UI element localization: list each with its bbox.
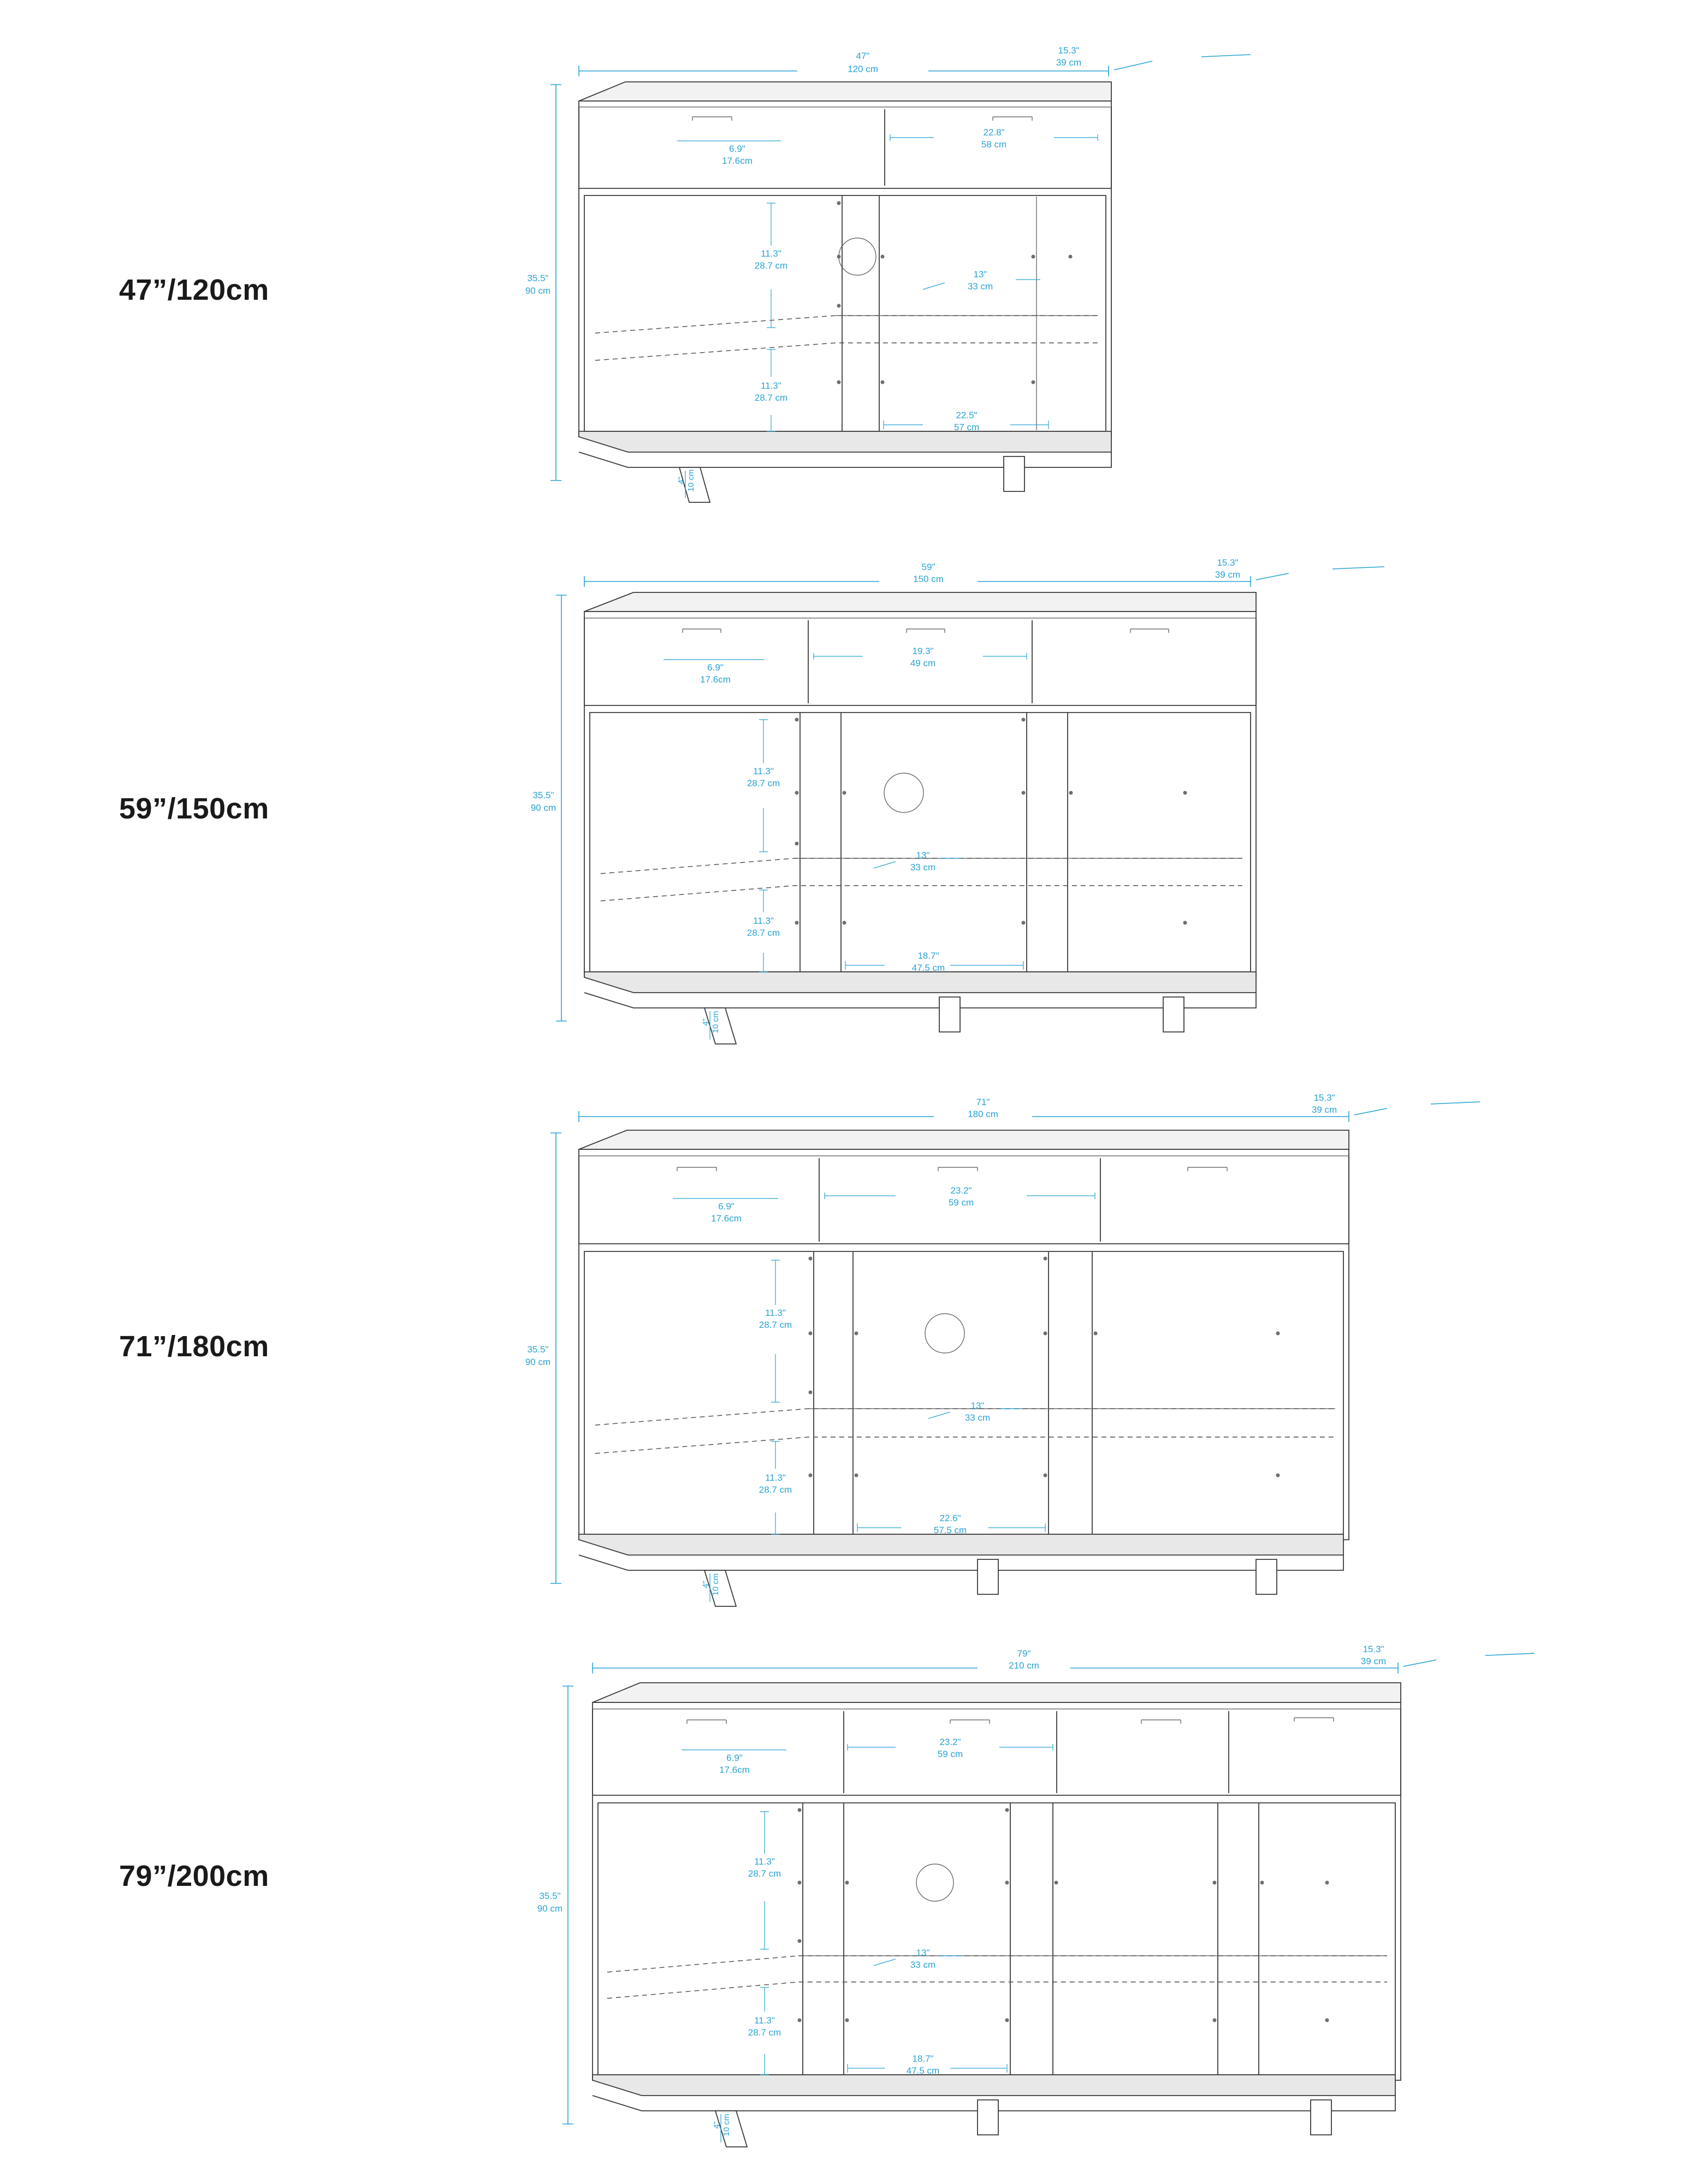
svg-text:11.3": 11.3" xyxy=(761,381,781,391)
svg-text:4": 4" xyxy=(701,1581,710,1588)
svg-text:10 cm: 10 cm xyxy=(722,2114,731,2136)
svg-text:15.3": 15.3" xyxy=(1217,557,1239,568)
svg-text:33 cm: 33 cm xyxy=(910,1960,936,1970)
dim-depth-47in xyxy=(1056,45,1251,70)
svg-text:17.6cm: 17.6cm xyxy=(700,674,731,685)
svg-text:33 cm: 33 cm xyxy=(964,1413,991,1423)
svg-text:35.5": 35.5" xyxy=(527,273,549,283)
svg-text:35.5": 35.5" xyxy=(532,790,554,800)
svg-text:17.6cm: 17.6cm xyxy=(722,156,753,166)
variant-block-79in xyxy=(0,1638,1688,2184)
svg-text:10 cm: 10 cm xyxy=(711,1011,720,1034)
svg-text:90 cm: 90 cm xyxy=(530,803,556,813)
svg-text:57.5 cm: 57.5 cm xyxy=(933,1525,967,1535)
svg-text:13": 13" xyxy=(916,850,930,860)
svg-text:90 cm: 90 cm xyxy=(537,1903,563,1914)
svg-text:47": 47" xyxy=(856,51,870,61)
dim-height-47in xyxy=(525,85,561,480)
svg-text:15.3": 15.3" xyxy=(1363,1644,1384,1654)
cabinet-body-47in xyxy=(579,82,1111,502)
svg-text:39 cm: 39 cm xyxy=(1215,569,1241,580)
svg-text:47.5 cm: 47.5 cm xyxy=(906,2066,940,2076)
svg-text:39 cm: 39 cm xyxy=(1311,1105,1337,1115)
svg-text:28.7 cm: 28.7 cm xyxy=(759,1320,792,1330)
variant-block-47in xyxy=(0,0,1688,546)
svg-text:15.3": 15.3" xyxy=(1313,1093,1335,1103)
svg-text:11.3": 11.3" xyxy=(753,766,774,776)
svg-text:4": 4" xyxy=(701,1018,710,1026)
svg-text:28.7 cm: 28.7 cm xyxy=(747,778,780,788)
svg-text:13": 13" xyxy=(973,269,987,280)
dim-height-59in xyxy=(531,595,567,1021)
svg-text:6.9": 6.9" xyxy=(718,1201,735,1212)
variant-block-71in xyxy=(0,1087,1688,1638)
svg-text:4": 4" xyxy=(677,477,686,484)
svg-text:15.3": 15.3" xyxy=(1058,45,1080,56)
svg-text:57 cm: 57 cm xyxy=(953,422,980,432)
svg-text:23.2": 23.2" xyxy=(950,1185,972,1196)
svg-text:28.7 cm: 28.7 cm xyxy=(759,1485,792,1495)
svg-text:59": 59" xyxy=(921,562,935,572)
svg-text:6.9": 6.9" xyxy=(726,1753,743,1763)
svg-text:19.3": 19.3" xyxy=(912,646,934,656)
svg-text:18.7": 18.7" xyxy=(917,951,939,961)
svg-text:39 cm: 39 cm xyxy=(1360,1656,1387,1666)
svg-text:11.3": 11.3" xyxy=(765,1308,786,1318)
svg-text:22.5": 22.5" xyxy=(956,410,978,420)
cabinet-body-79in xyxy=(593,1683,1401,2147)
variant-drawing-71in xyxy=(0,1087,1688,1638)
dim-depth-71in xyxy=(1312,1093,1480,1115)
svg-text:6.9": 6.9" xyxy=(707,662,724,673)
svg-text:11.3": 11.3" xyxy=(754,2015,775,2026)
dim-depth-79in xyxy=(1361,1644,1535,1666)
variant-label-79in: 79”/200cm xyxy=(119,1860,269,1892)
svg-text:17.6cm: 17.6cm xyxy=(719,1765,750,1775)
svg-text:11.3": 11.3" xyxy=(754,1856,775,1867)
svg-text:58 cm: 58 cm xyxy=(981,139,1007,150)
svg-text:11.3": 11.3" xyxy=(765,1473,786,1483)
dim-height-71in xyxy=(525,1133,561,1583)
svg-text:120 cm: 120 cm xyxy=(848,64,878,74)
dim-height-79in xyxy=(537,1686,573,2124)
svg-text:17.6cm: 17.6cm xyxy=(711,1213,742,1224)
svg-text:10 cm: 10 cm xyxy=(686,469,696,492)
variant-drawing-59in xyxy=(0,546,1688,1092)
svg-text:13": 13" xyxy=(970,1400,985,1411)
svg-text:28.7 cm: 28.7 cm xyxy=(747,928,780,938)
dim-width-71in xyxy=(579,1097,1349,1122)
svg-text:59 cm: 59 cm xyxy=(937,1749,963,1759)
svg-text:39 cm: 39 cm xyxy=(1056,57,1082,68)
variant-label-47in: 47”/120cm xyxy=(119,274,269,306)
svg-text:59 cm: 59 cm xyxy=(948,1197,974,1208)
svg-text:79": 79" xyxy=(1017,1648,1031,1659)
svg-text:10 cm: 10 cm xyxy=(711,1573,720,1596)
svg-text:150 cm: 150 cm xyxy=(913,574,944,584)
variant-drawing-47in xyxy=(0,0,1688,546)
svg-text:71": 71" xyxy=(976,1097,990,1107)
svg-text:18.7": 18.7" xyxy=(912,2054,934,2064)
svg-text:11.3": 11.3" xyxy=(753,916,774,926)
svg-text:13": 13" xyxy=(916,1948,930,1958)
svg-text:11.3": 11.3" xyxy=(761,248,781,259)
svg-text:47.5 cm: 47.5 cm xyxy=(911,963,945,973)
svg-text:6.9": 6.9" xyxy=(729,144,745,154)
svg-text:28.7 cm: 28.7 cm xyxy=(748,1868,781,1879)
variant-label-59in: 59”/150cm xyxy=(119,792,269,825)
svg-text:180 cm: 180 cm xyxy=(968,1109,998,1119)
svg-text:33 cm: 33 cm xyxy=(967,281,993,292)
svg-text:33 cm: 33 cm xyxy=(910,862,936,873)
svg-text:4": 4" xyxy=(712,2121,721,2129)
dim-width-47in xyxy=(579,51,1109,76)
svg-text:49 cm: 49 cm xyxy=(910,658,936,668)
dim-depth-59in xyxy=(1215,557,1384,580)
svg-text:35.5": 35.5" xyxy=(527,1344,549,1355)
svg-text:28.7 cm: 28.7 cm xyxy=(754,393,788,403)
dim-width-79in xyxy=(593,1648,1398,1673)
variant-block-59in xyxy=(0,546,1688,1092)
svg-text:90 cm: 90 cm xyxy=(525,286,551,296)
svg-text:210 cm: 210 cm xyxy=(1009,1660,1039,1671)
svg-text:90 cm: 90 cm xyxy=(525,1357,551,1367)
svg-text:35.5": 35.5" xyxy=(539,1891,561,1901)
svg-text:22.8": 22.8" xyxy=(983,127,1005,138)
variant-drawing-79in xyxy=(0,1638,1688,2184)
dim-width-59in xyxy=(584,562,1251,587)
svg-text:22.6": 22.6" xyxy=(939,1513,961,1523)
svg-text:28.7 cm: 28.7 cm xyxy=(754,260,788,271)
variant-label-71in: 71”/180cm xyxy=(119,1330,269,1363)
svg-text:23.2": 23.2" xyxy=(939,1737,961,1747)
svg-text:28.7 cm: 28.7 cm xyxy=(748,2027,781,2038)
